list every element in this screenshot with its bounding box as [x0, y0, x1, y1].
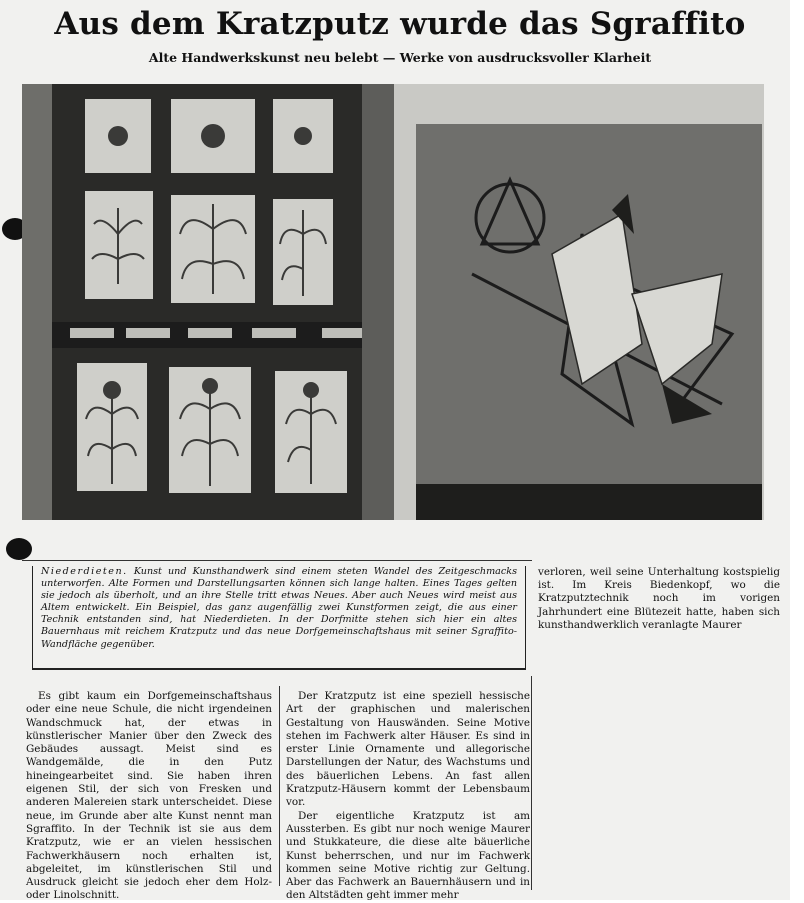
paragraph: Der eigentliche Kratzputz ist am Aussterben. Es gibt nur noch wenige Maurer und Stukkateure, die diese alte bäuerliche Kunst beherrschen, und nur im Fachwerk kommen seine Motive richtig zur Geltung. Aber das Fachwerk an Bauernhäusern und in den Altstädten geht immer mehr	[286, 809, 530, 902]
photo-illustration	[22, 84, 764, 520]
caption-dateline: Niederdieten.	[41, 566, 128, 577]
article-column-2	[286, 690, 530, 903]
photo-caption	[32, 566, 526, 670]
article-column-1	[26, 690, 272, 903]
headline: Aus dem Kratzputz wurde das Sgraffito	[54, 6, 746, 42]
caption-text: Kunst und Kunsthandwerk sind einem steten Wandel des Zeitgeschmacks unterworfen. Alte Formen und Darstellungsarten können sich lange halten. Eines Tages gelten sie jedoch als überholt, und an ihre Stelle tritt etwas Neues. Aber auch Neues wird meist aus Altem entwickelt. Ein Beispiel, das ganz augenfällig zwei Kunstformen zeigt, die aus einer Technik entstanden sind, hat Niederdieten. In der Dorfmitte stehen sich hier ein altes Bauernhaus mit reichem Kratzputz und das neue Dorfgemeinschaftshaus mit seiner Sgraffito-Wandfläche gegenüber.	[41, 566, 517, 650]
article-photo	[22, 84, 764, 520]
divider	[22, 560, 532, 561]
column-divider	[279, 686, 280, 886]
subheadline: Alte Handwerkskunst neu belebt — Werke von ausdrucksvoller Klarheit	[148, 50, 652, 65]
punch-hole	[6, 538, 32, 560]
column-divider	[531, 676, 532, 890]
paragraph: Der Kratzputz ist eine speziell hessische Art der graphischen und malerischen Gestaltung von Hauswänden. Seine Motive stehen im Fachwerk alter Häuser. Es sind in erster Linie Ornamente und allegorische Darstellungen der Natur, des Wachstums und des bäuerlichen Lebens. An fast allen Kratzputz-Häusern kommt der Lebensbaum vor.	[286, 690, 530, 809]
paragraph: Es gibt kaum ein Dorfgemeinschaftshaus oder eine neue Schule, die nicht irgendeinen Wandschmuck hat, der etwas in künstlerischer Manier über den Zweck des Gebäudes aussagt. Meist sind es Wandgemälde, die in den Putz hineingearbeitet sind. Sie haben ihren eigenen Stil, der sich von Fresken und anderen Malereien stark unterscheidet. Diese neue, im Grunde aber alte Kunst nennt man Sgraffito. In der Technik ist sie aus dem Kratzputz, wie er an vielen hessischen Fachwerkhäusern noch erhalten ist, abgeleitet, im künstlerischen Stil und Ausdruck gleicht sie jedoch eher dem Holz- oder Linolschnitt.	[26, 690, 272, 902]
article-column-3: verloren, weil seine Unterhaltung kostspielig ist. Im Kreis Biedenkopf, wo die Kratzputztechnik noch im vorigen Jahrhundert eine Blütezeit hatte, haben sich kunsthandwerklich veranlagte Maurer	[538, 566, 780, 631]
